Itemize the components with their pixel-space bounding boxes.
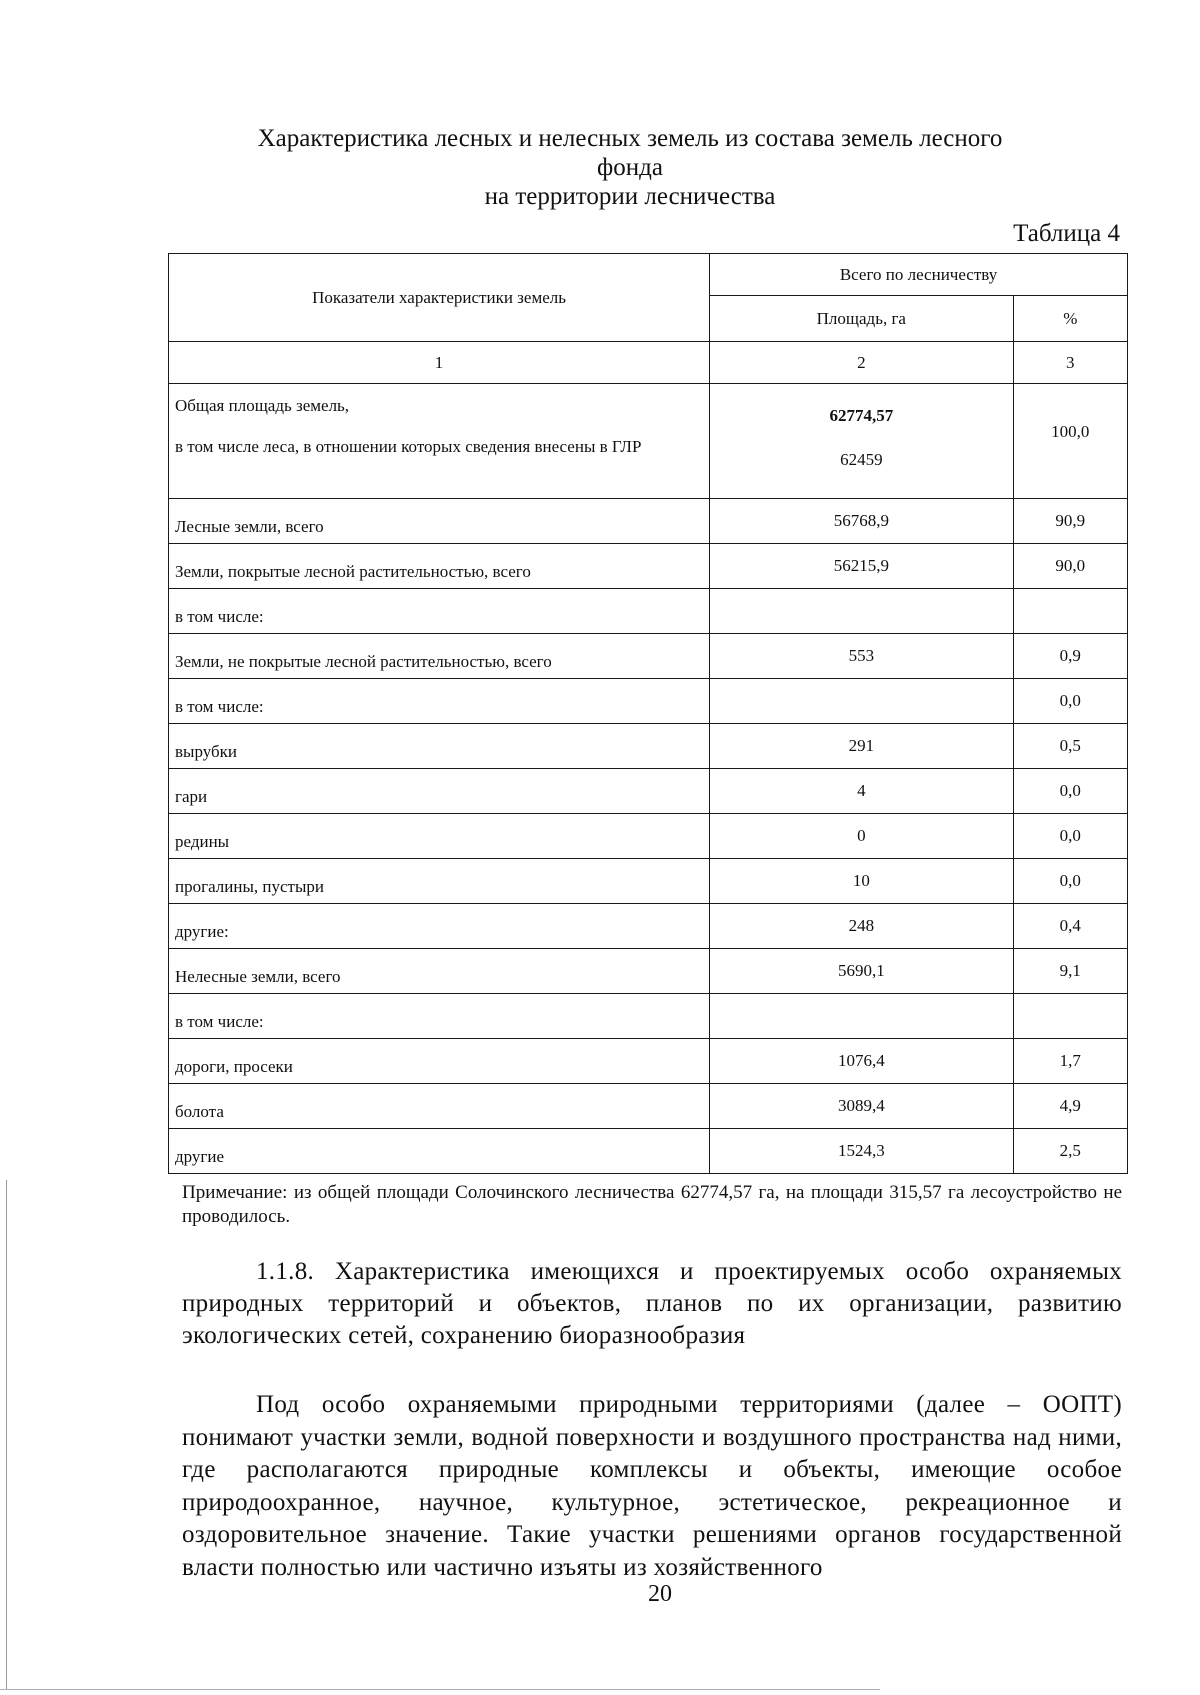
row-area [710,589,1014,634]
table-row [169,994,1128,1039]
table-row [169,499,1128,544]
row-label: в том числе: [169,589,710,634]
row-area: 0 [710,814,1014,859]
scan-edge-bottom [0,1689,880,1690]
row-label: редины [169,814,710,859]
row-area: 1524,3 [710,1129,1014,1174]
table-row [169,679,1128,724]
row-percent: 0,0 [1013,769,1127,814]
row-percent: 90,0 [1013,544,1127,589]
glr-forest-value: 62459 [840,450,883,469]
row-label: Лесные земли, всего [169,499,710,544]
table-row [169,1084,1128,1129]
row-percent [1013,589,1127,634]
row-area [710,679,1014,724]
row-percent: 0,9 [1013,634,1127,679]
row-percent: 0,4 [1013,904,1127,949]
table-note: Примечание: из общей площади Солочинского лесничества 62774,57 га, на площади 315,57 га лесоустройство не проводилось. [182,1182,1122,1227]
table-row [169,1039,1128,1084]
table-row [169,769,1128,814]
row-percent [1013,994,1127,1039]
row-area: 248 [710,904,1014,949]
row-area: 10 [710,859,1014,904]
header-row-1 [169,254,1128,296]
total-area-row [169,384,1128,499]
total-area-value: 62774,57 [829,406,894,425]
table-row [169,724,1128,769]
header-percent: % [1013,296,1127,342]
table-row [169,859,1128,904]
row-area [710,994,1014,1039]
title-line-3: на территории лесничества [484,183,776,210]
table-row [169,814,1128,859]
table-caption: Таблица 4 [1013,220,1120,247]
row-percent: 9,1 [1013,949,1127,994]
row-area: 553 [710,634,1014,679]
total-area-label: Общая площадь земель, [175,396,350,415]
row-percent: 0,5 [1013,724,1127,769]
total-area-value-cell [710,384,1014,499]
row-label: вырубки [169,724,710,769]
row-label: гари [169,769,710,814]
column-number-row [169,342,1128,384]
row-area: 3089,4 [710,1084,1014,1129]
total-area-percent: 100,0 [1013,384,1127,499]
header-total: Всего по лесничеству [710,254,1128,296]
header-indicators: Показатели характеристики земель [169,254,710,342]
section-heading: 1.1.8. Характеристика имеющихся и проектируемых особо охраняемых природных территорий и объектов, планов по их организации, развитию экологических сетей, сохранению биоразнообразия [182,1258,1122,1349]
row-percent: 2,5 [1013,1129,1127,1174]
row-area: 4 [710,769,1014,814]
column-number-2: 2 [710,342,1014,384]
scan-edge-left [6,1180,7,1690]
row-percent: 0,0 [1013,814,1127,859]
table-row [169,544,1128,589]
table-row [169,949,1128,994]
row-label: в том числе: [169,994,710,1039]
row-label: Нелесные земли, всего [169,949,710,994]
column-number-1: 1 [169,342,710,384]
row-label: в том числе: [169,679,710,724]
column-number-3: 3 [1013,342,1127,384]
title-line-1: Характеристика лесных и нелесных земель из состава земель лесного [257,125,1003,152]
table-row [169,1129,1128,1174]
table-row [169,589,1128,634]
row-label: дороги, просеки [169,1039,710,1084]
table-title [180,124,1080,211]
row-percent: 0,0 [1013,859,1127,904]
page-number: 20 [648,1581,672,1607]
title-line-2: фонда [597,154,663,181]
row-label: другие: [169,904,710,949]
row-percent: 4,9 [1013,1084,1127,1129]
total-area-label-cell [169,384,710,499]
row-label: Земли, не покрытые лесной растительностью, всего [169,634,710,679]
row-area: 1076,4 [710,1039,1014,1084]
row-area: 291 [710,724,1014,769]
land-table [168,253,1128,1174]
row-area: 56215,9 [710,544,1014,589]
row-area: 5690,1 [710,949,1014,994]
row-percent: 0,0 [1013,679,1127,724]
body-paragraph: Под особо охраняемыми природными территориями (далее – ООПТ) понимают участки земли, водной поверхности и воздушного пространства над ними, где располагаются природные комплексы и объекты, имеющие особое природоохранное, научное, культурное, эстетическое, рекреационное и оздоровительное значение. Такие участки решениями органов государственной власти полностью или частично изъяты из хозяйственного [182,1391,1122,1581]
header-area: Площадь, га [710,296,1014,342]
glr-forest-label: в том числе леса, в отношении которых сведения внесены в ГЛР [175,437,642,456]
table-row [169,904,1128,949]
row-label: прогалины, пустыри [169,859,710,904]
row-label: болота [169,1084,710,1129]
table-row [169,634,1128,679]
row-percent: 1,7 [1013,1039,1127,1084]
row-label: Земли, покрытые лесной растительностью, всего [169,544,710,589]
row-area: 56768,9 [710,499,1014,544]
row-percent: 90,9 [1013,499,1127,544]
row-label: другие [169,1129,710,1174]
